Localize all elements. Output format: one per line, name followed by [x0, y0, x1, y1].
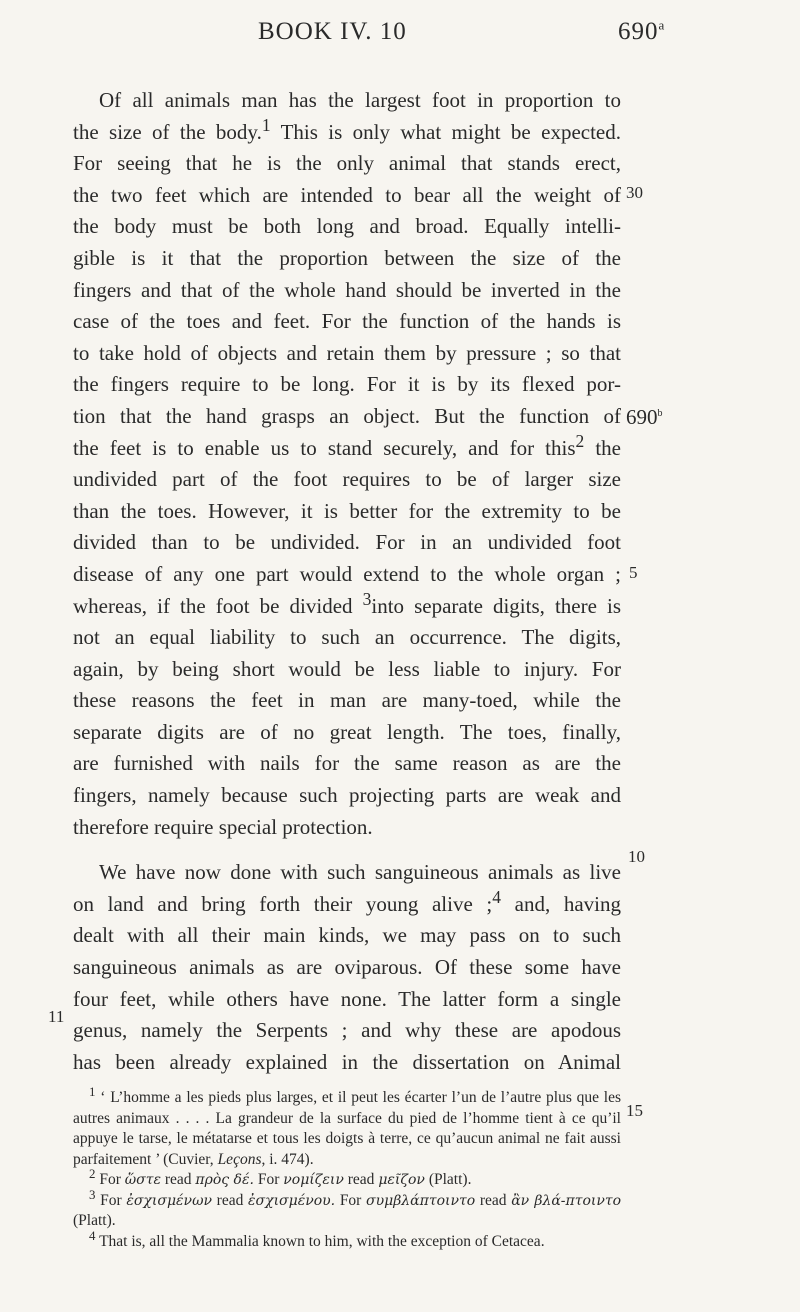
line-number-10: 10	[628, 847, 645, 866]
text-line: the feet is to enable us to stand securely, and for this$^2$ the	[73, 430, 621, 460]
text-line: undivided part of the foot requires to be of larger size	[73, 467, 621, 492]
text-line: divided than to be undivided. For in an undivided foot	[73, 530, 621, 555]
footnote-ref: 3	[362, 588, 372, 609]
text-line: whereas, if the foot be divided $^3$into separate digits, there is	[73, 588, 622, 618]
text-line: genus, namely the Serpents ; and why these are apodous	[73, 1018, 621, 1043]
footnote-1: $^1$ ‘ L’homme a les pieds plus larges, et il peut les écarter l’un de l’autre plus que les autres animaux . . . . La grandeur de la surface du pied de l’homme tient à ce qu’il appuye le tarse, le métatarse et tous les doigts à terre, ce qu’aucun animal ne fait aussi parfaitement ’ (Cuvier, Leçons, i. 474).	[73, 1083, 622, 1168]
text-line: case of the toes and feet. For the function of the hands is	[73, 309, 621, 334]
text-line: Of all animals man has the largest foot in proportion to	[99, 88, 621, 112]
text-line: not an equal liability to such an occurrence. The digits,	[73, 625, 621, 650]
bekker-page-690b: 690$^b$	[626, 405, 663, 429]
text-line: to take hold of objects and retain them by pressure ; so that	[73, 340, 621, 365]
text-line: again, by being short would be less liable to injury. For	[73, 656, 621, 681]
text-line: For seeing that he is the only animal that stands erect,	[73, 151, 621, 176]
text-line: the size of the body.$^1$ This is only what might be expected.	[73, 114, 621, 144]
footnote-ref: 1	[261, 114, 271, 135]
text-line: tion that the hand grasps an object. But the function of	[73, 403, 621, 428]
text-line: these reasons the feet in man are many-toed, while the	[73, 688, 621, 713]
text-line: therefore require special protection.	[73, 814, 373, 839]
text-line: gible is it that the proportion between the size of the	[73, 245, 621, 270]
text-line: disease of any one part would extend to the whole organ ;	[73, 561, 621, 586]
text-line: sanguineous animals as are oviparous. Of these some have	[73, 955, 621, 980]
text-line: the body must be both long and broad. Equally intelli-	[73, 214, 621, 239]
text-line: fingers and that of the whole hand should be inverted in the	[73, 277, 621, 302]
footnote-ref: 2	[575, 430, 585, 451]
line-number-15: 15	[626, 1101, 643, 1120]
text-line: fingers, namely because such projecting parts are weak and	[73, 783, 621, 808]
line-number-30: 30	[626, 183, 643, 202]
page-number: 690$^a$	[618, 17, 666, 45]
text-line: on land and bring forth their young alive ;$^4$ and, having	[73, 886, 621, 916]
text-line: the fingers require to be long. For it is by its flexed por-	[73, 372, 621, 397]
body-text	[73, 85, 621, 1078]
text-line: than the toes. However, it is better for the extremity to be	[73, 498, 621, 523]
footnote-ref: 4	[492, 886, 502, 907]
text-line: has been already explained in the dissertation on Animal	[73, 1049, 621, 1074]
text-line: separate digits are of no great length. The toes, finally,	[73, 719, 621, 744]
footnote-2: $^2$ For ὥστε read πρὸς δέ. For νομίζειν read μεῖζον (Platt).	[89, 1165, 472, 1188]
text-line: dealt with all their main kinds, we may pass on to such	[73, 923, 621, 948]
page-header	[0, 18, 800, 58]
footnote-3: $^3$ For ἐσχισμένων read ἐσχισμένου. For συμβλάπτοιντο read ἂν βλά-πτοιντο (Platt).	[73, 1186, 622, 1229]
text-line: are furnished with nails for the same reason as are the	[73, 751, 621, 776]
section-number-11: 11	[48, 1007, 65, 1026]
text-line: the two feet which are intended to bear all the weight of	[73, 182, 621, 207]
line-number-5: 5	[629, 563, 638, 582]
footnotes	[73, 1083, 622, 1252]
text-line: four feet, while others have none. The latter form a single	[73, 986, 621, 1011]
footnote-4: $^4$ That is, all the Mammalia known to him, with the exception of Cetacea.	[89, 1227, 545, 1250]
text-line: We have now done with such sanguineous animals as live	[99, 860, 621, 885]
running-head: BOOK IV. 10	[258, 18, 407, 45]
